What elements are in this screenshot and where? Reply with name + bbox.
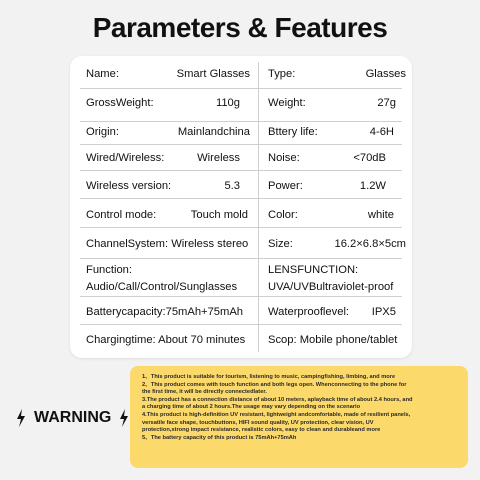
spec-noise xyxy=(268,151,406,165)
warning-line: 2、This product comes with touch function and both legs open. Whenconnecting to the phone for xyxy=(142,381,407,388)
row-divider xyxy=(80,227,402,228)
warning-line: 1、This product is suitable for tourism, listening to music, campingfishing, limbing, and more xyxy=(142,374,396,380)
row-divider xyxy=(80,296,402,297)
spec-table xyxy=(70,56,412,358)
spec-label: Function: xyxy=(86,264,133,276)
spec-battery-life xyxy=(268,125,406,139)
warning-box xyxy=(130,366,468,468)
spec-battery-capacity: Batterycapacity:75mAh+75mAh xyxy=(86,306,244,318)
spec-scop: Scop: Mobile phone/tablet xyxy=(268,334,398,346)
spec-value: IPX5 xyxy=(371,306,396,318)
warning-line: protection,strong impact resistance, realistic colors, easy to clean and durableand more xyxy=(142,427,381,434)
spec-function xyxy=(86,263,250,294)
column-divider xyxy=(258,62,259,352)
spec-label: Control mode: xyxy=(86,209,157,221)
spec-value: 16.2×6.8×5cm xyxy=(334,238,406,250)
spec-value: <70dB xyxy=(353,152,386,164)
spec-color xyxy=(268,208,406,222)
warning-heading xyxy=(14,406,131,430)
spec-value: 1.2W xyxy=(359,180,386,192)
row-divider xyxy=(80,121,402,122)
spec-label: Noise: xyxy=(268,152,300,164)
row-divider xyxy=(80,88,402,89)
spec-value: Mainlandchina xyxy=(177,126,250,138)
spec-control-mode xyxy=(86,208,250,222)
spec-power xyxy=(268,179,406,193)
spec-label: Wired/Wireless: xyxy=(86,152,165,164)
spec-label: Origin: xyxy=(86,126,119,138)
warning-label: WARNING xyxy=(34,409,112,426)
spec-label: Color: xyxy=(268,209,298,221)
spec-label: GrossWeight: xyxy=(86,97,154,109)
spec-label: Type: xyxy=(268,68,296,80)
spec-label: Waterprooflevel: xyxy=(268,306,350,318)
spec-value: 110g xyxy=(215,97,240,109)
spec-value: Smart Glasses xyxy=(176,68,250,80)
row-divider xyxy=(80,198,402,199)
spec-lens-function xyxy=(268,263,406,294)
spec-label: Power: xyxy=(268,180,303,192)
spec-grossweight xyxy=(86,96,250,110)
spec-value: Wireless xyxy=(197,152,240,164)
warning-line: 3.The product has a connection distance of about 10 meters, aplayback time of about 2.4 hours, and xyxy=(142,396,413,403)
spec-value: Touch mold xyxy=(190,209,248,221)
spec-value: white xyxy=(367,209,394,221)
spec-value: 27g xyxy=(377,97,396,109)
spec-value: 4-6H xyxy=(369,126,394,138)
spec-wired-wireless xyxy=(86,151,250,165)
warning-line: versatile face shape, touchbuttons, HIFI sound quality, UV protection, clear vision, UV xyxy=(142,419,374,426)
spec-label: Weight: xyxy=(268,97,306,109)
spec-type xyxy=(268,67,406,81)
spec-label: Bttery life: xyxy=(268,126,318,138)
warning-line: 4.This product is high-definition UV resistant, lightweight andcomfortable, made of resilient panels, xyxy=(142,411,411,418)
spec-value: Glasses xyxy=(365,68,406,80)
spec-waterproof xyxy=(268,305,406,319)
spec-label: LENSFUNCTION: xyxy=(268,264,359,276)
row-divider xyxy=(80,144,402,145)
spec-name xyxy=(86,67,250,81)
spec-weight xyxy=(268,96,406,110)
spec-size xyxy=(268,237,406,251)
spec-value: 5.3 xyxy=(224,180,240,192)
spec-charging-time: Chargingtime: About 70 minutes xyxy=(86,334,246,346)
spec-label: Wireless version: xyxy=(86,180,172,192)
spec-wireless-version xyxy=(86,179,250,193)
spec-origin xyxy=(86,125,250,139)
warning-line: the first time, it will be directly connectedlater. xyxy=(142,389,267,396)
spec-value: UVA/UVBultraviolet-proof xyxy=(268,281,394,293)
spec-value: Audio/Call/Control/Sunglasses xyxy=(86,281,238,293)
page-title: Parameters & Features xyxy=(92,12,388,43)
warning-line: a charging time of about 2 hours.The usage may vary depending on the scenario xyxy=(142,404,361,411)
row-divider xyxy=(80,324,402,325)
spec-label: Size: xyxy=(268,238,293,250)
warning-line: 5、The battery capacity of this product is 75mAh+75mAh xyxy=(142,434,297,441)
lightning-icon xyxy=(14,408,28,428)
spec-label: Name: xyxy=(86,68,119,80)
row-divider xyxy=(80,170,402,171)
spec-channel-system: ChannelSystem: Wireless stereo xyxy=(86,238,249,250)
row-divider xyxy=(80,258,402,259)
